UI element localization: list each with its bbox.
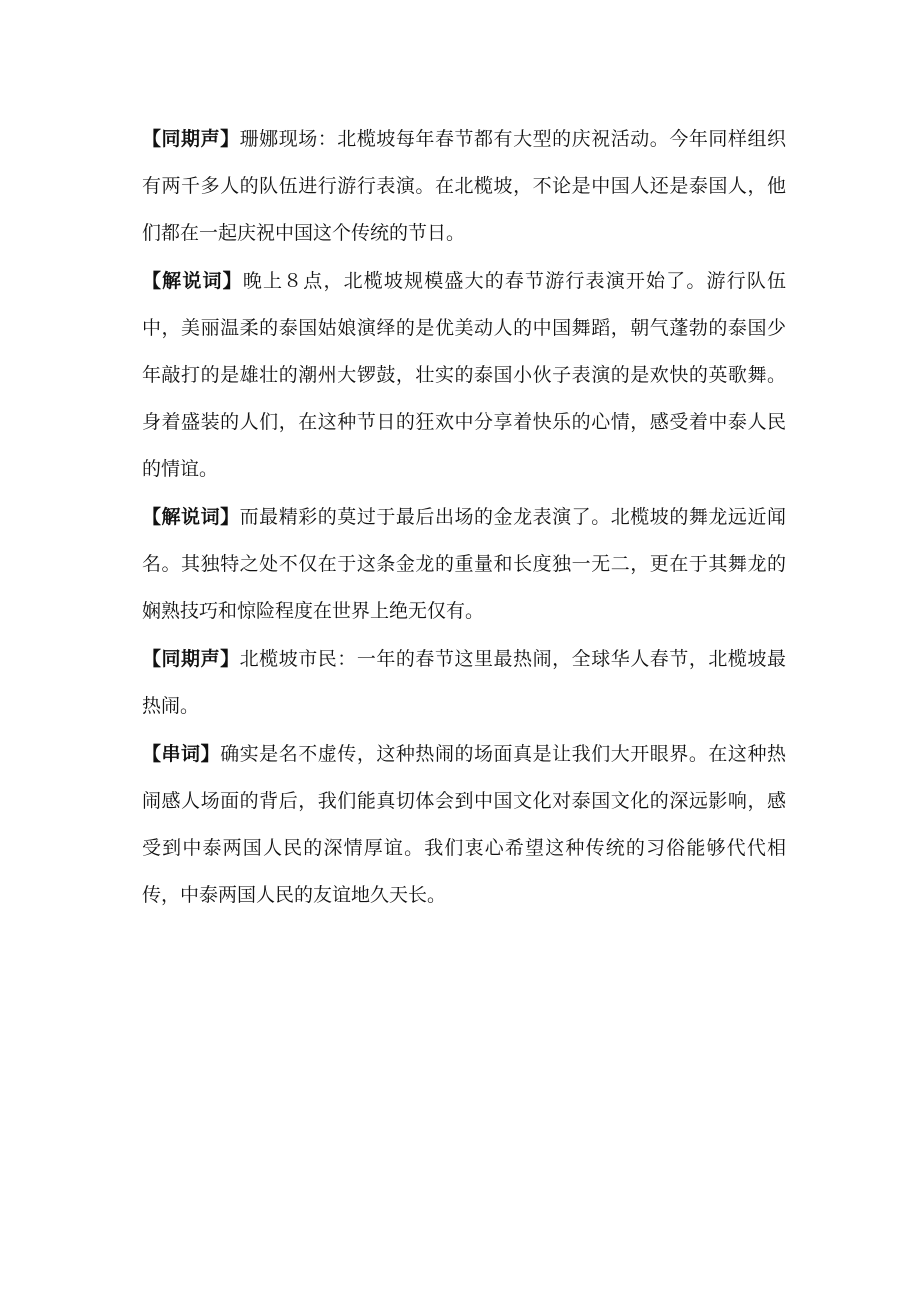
paragraph-5 <box>142 731 786 919</box>
paragraph-tag: 【同期声】 <box>142 648 240 670</box>
document-body <box>142 116 786 920</box>
paragraph-text: 北榄坡市民：一年的春节这里最热闹，全球华人春节，北榄坡最热闹。 <box>142 648 786 717</box>
paragraph-tag: 【解说词】 <box>142 270 243 292</box>
paragraph-text: 晚上８点，北榄坡规模盛大的春节游行表演开始了。游行队伍中，美丽温柔的泰国姑娘演绎的是优美动人的中国舞蹈，朝气蓬勃的泰国少年敲打的是雄壮的潮州大锣鼓，壮实的泰国小伙子表演的是欢快的英歌舞。身着盛装的人们，在这种节日的狂欢中分享着快乐的心情，感受着中泰人民的情谊。 <box>142 270 786 480</box>
paragraph-3 <box>142 494 786 635</box>
paragraph-text: 珊娜现场：北榄坡每年春节都有大型的庆祝活动。今年同样组织有两千多人的队伍进行游行表演。在北榄坡，不论是中国人还是泰国人，他们都在一起庆祝中国这个传统的节日。 <box>142 128 786 244</box>
paragraph-text: 而最精彩的莫过于最后出场的金龙表演了。北榄坡的舞龙远近闻名。其独特之处不仅在于这条金龙的重量和长度独一无二，更在于其舞龙的娴熟技巧和惊险程度在世界上绝无仅有。 <box>142 506 786 622</box>
paragraph-4 <box>142 636 786 730</box>
paragraph-tag: 【串词】 <box>142 743 221 765</box>
paragraph-2 <box>142 258 786 493</box>
paragraph-1 <box>142 116 786 257</box>
paragraph-tag: 【解说词】 <box>142 506 240 528</box>
paragraph-tag: 【同期声】 <box>142 128 240 150</box>
paragraph-text: 确实是名不虚传，这种热闹的场面真是让我们大开眼界。在这种热闹感人场面的背后，我们能真切体会到中国文化对泰国文化的深远影响，感受到中泰两国人民的深情厚谊。我们衷心希望这种传统的习俗能够代代相传，中泰两国人民的友谊地久天长。 <box>142 743 786 906</box>
